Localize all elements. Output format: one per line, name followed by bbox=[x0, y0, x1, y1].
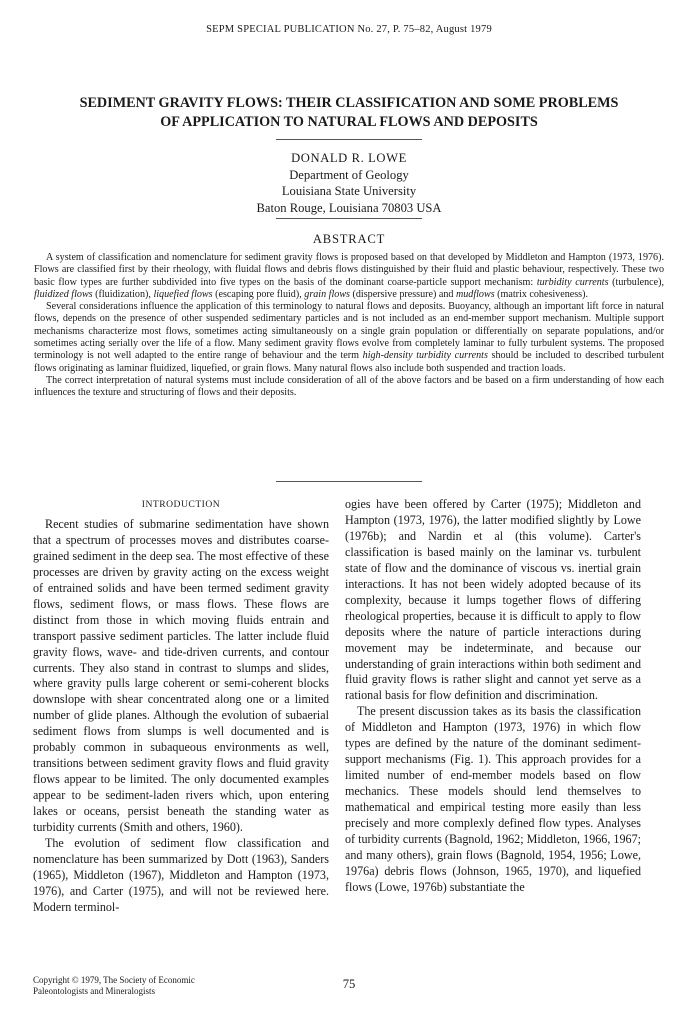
page-number: 75 bbox=[342, 977, 356, 991]
body-paragraph: Recent studies of submarine sedimentation have shown that a spectrum of processes moves and distributes coarse-grained sediment in the deep sea. The most effective of these processes are driven by gravity acting on the excess weight of entrained solids and have been termed sediment gravity flows, sediment flows, or mass flows. These flows are distinct from those in which moving fluids entrain and transport passive sediment particles. The latter include fluid gravity flows, wave- and tide-driven currents, and contour currents. They also stand in contrast to slumps and slides, where gravity pulls large coherent or semi-coherent blocks downslope with shear concentrated along one or a limited number of glide planes. Although the evolution of subaerial sediment flows from slumps is well documented and is probably common in subaqueous environments as well, transitions between sediment gravity flows and fluid gravity flows appear to be limited. The only documented examples appear to be sediment-laden rivers which, upon entering lakes or oceans, persist beneath the standing water as turbidity currents (Smith and others, 1960). bbox=[33, 516, 329, 835]
body-paragraph: ogies have been offered by Carter (1975); Middleton and Hampton (1973, 1976), the latter modified slightly by Lowe (1976b); and Nardin et al (this volume). Carter's classification is based mainly on the laminar vs. turbulent state of flow and the dominance of viscous vs. inertial grain interactions. It has not been widely adopted because of its complexity, because it lumps together flows of differing rheological properties, because it is difficult to apply to flow deposits where the nature of particle interactions during movement may be indeterminate, and because our understanding of grain interactions within both sediment and fluid gravity flows is rather slight and cannot yet serve as a rational basis for flow definition and discrimination. bbox=[345, 497, 641, 703]
article-title bbox=[20, 94, 678, 132]
right-column bbox=[345, 497, 641, 896]
abstract-heading: ABSTRACT bbox=[312, 232, 386, 246]
abstract-text: (matrix cohesiveness). bbox=[494, 288, 588, 300]
abstract-text: (turbulence), bbox=[608, 276, 665, 288]
abstract-paragraph-3: The correct interpretation of natural systems must include consideration of all of the above factors and be based on a firm understanding of how each influences the texture and structuring of flows and their deposits. bbox=[34, 374, 664, 399]
term-mudflows: mudflows bbox=[455, 288, 495, 300]
abstract-body bbox=[34, 252, 664, 400]
left-column bbox=[33, 497, 329, 916]
copyright-line-2: Paleontologists and Mineralogists bbox=[33, 985, 155, 996]
author-address: Baton Rouge, Louisiana 70803 USA bbox=[256, 200, 442, 215]
abstract-text: (escaping pore fluid), bbox=[212, 288, 305, 300]
abstract-paragraph-1 bbox=[34, 252, 664, 301]
author-block bbox=[0, 150, 698, 216]
abstract-text: (fluidization), bbox=[92, 288, 154, 300]
abstract-text: should be included to described turbulent flows originating as laminar fluidized, liquefied, or grain flows. Many natural flows also include both suspended and traction loads. bbox=[34, 350, 665, 374]
abstract-text: (dispersive pressure) and bbox=[349, 288, 456, 300]
term-fluidized-flows: fluidized flows bbox=[34, 288, 93, 300]
body-paragraph: The present discussion takes as its basis the classification of Middleton and Hampton (1973, 1976) in which flow types are defined by the nature of the dominant sediment-support mechanisms (Fig. 1). This approach provides for a limited number of end-member models based on flow mechanics. These models should lend themselves to mathematical and empirical testing more easily than less precisely and more complexly defined flow types. Analyses of turbidity currents (Bagnold, 1962; Middleton, 1966, 1967; and many others), grain flows (Bagnold, 1954, 1956; Lowe, 1976a) debris flows (Johnson, 1965, 1970), and liquefied flows (Lowe, 1976b) substantiate the bbox=[345, 704, 641, 894]
term-liquefied-flows: liquefied flows bbox=[153, 288, 213, 300]
title-divider bbox=[276, 139, 422, 140]
copyright-line-1: Copyright © 1979, The Society of Economic bbox=[33, 975, 195, 985]
abstract-text: A system of classification and nomenclature for sediment gravity flows is proposed based on that developed by Middleton and Hampton (1973, 1976). Flows are classified first by their rheology, with fluidal flows and debris flows distinguished by their fluid and plastic behaviour, respectively. These two basic flow types are further subdivided into five types on the basis of the dominant coarse-particle support mechanism: bbox=[34, 252, 664, 288]
term-high-density-turbidity-currents: high-density turbidity currents bbox=[362, 350, 488, 362]
title-line-1: SEDIMENT GRAVITY FLOWS: THEIR CLASSIFICATION AND SOME PROBLEMS bbox=[79, 95, 619, 111]
author-institution: Louisiana State University bbox=[281, 184, 417, 198]
abstract-paragraph-2 bbox=[34, 301, 664, 375]
introduction-heading: INTRODUCTION bbox=[141, 499, 221, 510]
author-name: DONALD R. LOWE bbox=[291, 151, 407, 165]
title-line-2: OF APPLICATION TO NATURAL FLOWS AND DEPOSITS bbox=[160, 114, 538, 130]
author-department: Department of Geology bbox=[289, 167, 409, 182]
running-head: SEPM SPECIAL PUBLICATION No. 27, P. 75–82, August 1979 bbox=[206, 24, 492, 35]
abstract-divider bbox=[276, 481, 422, 482]
term-turbidity-currents: turbidity currents bbox=[536, 276, 609, 288]
abstract-text: Several considerations influence the application of this terminology to natural flows and deposits. Buoyancy, although an important lift force in natural flows, depends on the presence of other suspended sedimentary particles and is not included as an end-member support mechanism. Multiple support mechanisms characterize most flows, sometimes acting simultaneously on a single grain population or differentially on separate populations, and/or sometimes acting serially over the life of a flow. Many sediment gravity flows evolve from completely laminar to fully turbulent systems. The proposed terminology is not well adapted to the entire range of behaviour and the term bbox=[34, 301, 664, 362]
body-paragraph: The evolution of sediment flow classification and nomenclature has been summarized by Dott (1963), Sanders (1965), Middleton (1967), Middleton and Hampton (1973, 1976), and Carter (1975), and will not be reviewed here. Modern terminol- bbox=[33, 836, 329, 914]
term-grain-flows: grain flows bbox=[304, 288, 350, 300]
author-divider bbox=[276, 218, 422, 219]
